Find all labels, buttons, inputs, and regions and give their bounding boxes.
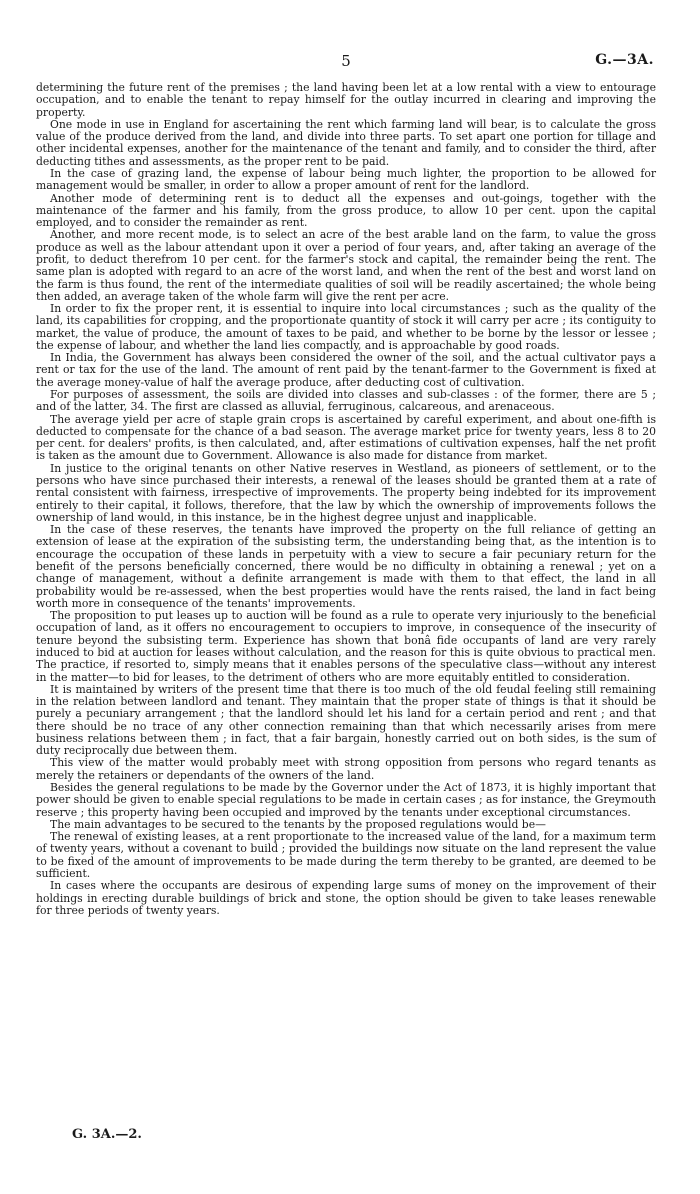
paragraph: The renewal of existing leases, at a rent proportionate to the increased value of the land, for a maximum term of twenty years, without a covenant to build ; provided the buildings now situate on the land represent the value to be fixed of the amount of improvements to be made during the term thereby to be granted, are deemed to be sufficient. [36, 830, 656, 880]
paragraph: In the case of these reserves, the tenants have improved the property on the full reliance of getting an extension of lease at the expiration of the subsisting term, the understanding being that, as the intention is to encourage the occupation of these lands in perpetuity with a view to secure a fair pecuniary return for the benefit of the persons beneficially concerned, there would be no difficulty in obtaining a renewal ; yet on a change of management, without a definite arrangement is made with them to that effect, the land in all probability would be re-assessed, when the best properties would have the rents raised, the land in fact being worth more in consequence of the tenants' improvements. [36, 523, 656, 610]
signature-mark: G. 3A.—2. [72, 1127, 142, 1142]
paragraph: One mode in use in England for ascertaining the rent which farming land will bear, is to calculate the gross value of the produce derived from the land, and divide into three parts. To set apart one portion for tillage and other incidental expenses, another for the maintenance of the tenant and family, and to consider the third, after deducting tithes and assessments, as the proper rent to be paid. [36, 117, 656, 168]
paragraph: This view of the matter would probably meet with strong opposition from persons who regard tenants as merely the retainers or dependants of the owners of the land. [36, 756, 656, 782]
paragraph: For purposes of assessment, the soils are divided into classes and sub-classes : of the former, there are 5 ; and of the latter, 34. The first are classed as alluvial, ferruginous, calcareous, and arenaceous. [36, 388, 656, 414]
paragraph: The main advantages to be secured to the tenants by the proposed regulations would be— [50, 817, 546, 831]
page-number: 5 [341, 52, 351, 70]
paragraph: The proposition to put leases up to auction will be found as a rule to operate very injuriously to the beneficial occupation of land, as it offers no encouragement to occupiers to improve, in consequence of the insecurity of tenure beyond the subsisting term. Experience has shown that bonâ fide occupants of land are very rarely induced to bid at auction for leases without calculation, and the reason for this is quite obvious to practical men. The practice, if resorted to, simply means that it enables persons of the speculative class—without any interest in the matter—to bid for leases, to the detriment of others who are more equitably entitled to consideration. [36, 609, 656, 684]
paragraph: In India, the Government has always been considered the owner of the soil, and the actual cultivator pays a rent or tax for the use of the land. The amount of rent paid by the tenant-farmer to the Government is fixed at the average money-value of half the average produce, after deducting cost of cultivation. [36, 351, 656, 389]
paragraph: Another mode of determining rent is to deduct all the expenses and out-goings, together with the maintenance of the farmer and his family, from the gross produce, to allow 10 per cent. upon the capital employed, and to consider the remainder as rent. [36, 191, 656, 230]
paragraph: In cases where the occupants are desirous of expending large sums of money on the improvement of their holdings in erecting durable buildings of brick and stone, the option should be given to take leases renewable for three periods of twenty years. [36, 879, 656, 917]
page-header [38, 52, 654, 72]
paragraph: Besides the general regulations to be made by the Governor under the Act of 1873, it is highly important that power should be given to enable special regulations to be made in certain cases ; as for instance, the Greymouth reserve ; this property having been occupied and improved by the tenants under exceptional circumstances. [36, 781, 656, 819]
document-reference: G.—3A. [595, 52, 654, 68]
paragraph: The average yield per acre of staple grain crops is ascertained by careful experiment, and about one-fifth is deducted to compensate for the chance of a bad season. The average market price for twenty years, less 8 to 20 per cent. for dealers' profits, is then calculated, and, after estimations of cultivation expenses, half the net profit is taken as the amount due to Government. Allowance is also made for distance from market. [36, 412, 656, 463]
paragraph: determining the future rent of the premises ; the land having been let at a low rental with a view to entourage occupation, and to enable the tenant to repay himself for the outlay incurred in clearing and improving the property. [36, 81, 656, 119]
paragraph: In order to fix the proper rent, it is essential to inquire into local circumstances ; such as the quality of the land, its capabilities for cropping, and the proportionate quantity of stock it will carry per acre ; its contiguity to market, the value of produce, the amount of taxes to be paid, and whether to be borne by the lessor or lessee ; the expense of labour, and whether the land lies compactly, and is approachable by good roads. [36, 302, 656, 352]
body-text [36, 82, 656, 917]
paragraph: Another, and more recent mode, is to select an acre of the best arable land on the farm, to value the gross produce as well as the labour attendant upon it over a period of four years, and, after taking an average of the profit, to deduct therefrom 10 per cent. for the farmer's stock and capital, the remainder being the rent. The same plan is adopted with regard to an acre of the worst land, and when the rent of the best and worst land on the farm is thus found, the rent of the intermediate qualities of soil will be readily ascertained; the whole being then added, an average taken of the whole farm will give the rent per acre. [36, 228, 656, 303]
paragraph: It is maintained by writers of the present time that there is too much of the old feudal feeling still remaining in the relation between landlord and tenant. They maintain that the proper state of things is that it should be purely a pecuniary arrangement ; that the landlord should let his land for a certain period and rent ; and that there should be no trace of any other connection remaining than that which necessarily arises from mere business relations between them ; in fact, that a fair bargain, honestly carried out on both sides, is the sum of duty reciprocally due between them. [36, 682, 656, 758]
paragraph: In justice to the original tenants on other Native reserves in Westland, as pioneers of settlement, or to the persons who have since purchased their interests, a renewal of the leases should be granted them at a rate of rental consistent with fairness, irrespective of improvements. The property being indebted for its improvement entirely to their capital, it follows, therefore, that the law by which the ownership of improvements follows the ownership of land would, in this instance, be in the highest degree unjust and inapplicable. [36, 461, 656, 524]
paragraph: In the case of grazing land, the expense of labour being much lighter, the proportion to be allowed for management would be smaller, in order to allow a proper amount of rent for the landlord. [36, 166, 656, 193]
